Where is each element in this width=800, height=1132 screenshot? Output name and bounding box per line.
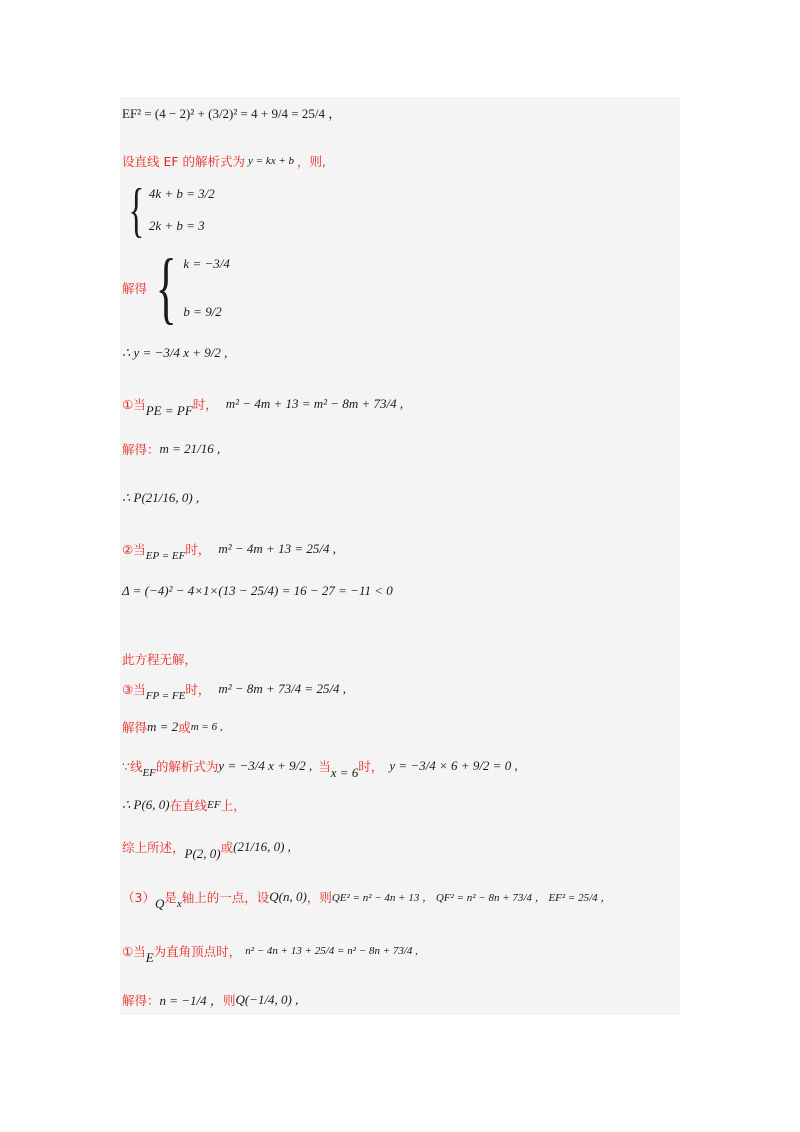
or-text: 或: [220, 840, 234, 855]
case-1-when: 时，: [192, 397, 218, 412]
case-3-label: ③当: [122, 682, 146, 697]
solved-label: 解得: [122, 281, 148, 296]
part-3-label: （3）: [122, 890, 155, 905]
discriminant-equation: Δ = (−4)² − 4×1×(13 − 25/4) = 16 − 27 = −11 < 0: [122, 583, 393, 598]
on-line-end: 上，: [220, 798, 246, 813]
q-result: Q(−1/4, 0) ,: [235, 991, 299, 1007]
x-axis-label: x: [176, 898, 182, 910]
case-1-line: [122, 395, 404, 418]
right-angle-text: 为直角顶点时，: [153, 944, 242, 959]
setup-text-end: ，则,: [297, 154, 327, 169]
case-2-condition: EP = EF: [145, 550, 186, 562]
ef-squared-equation: EF² = (4 − 2)² + (3/2)² = 4 + 9/4 = 25/4 ，: [122, 106, 342, 121]
k-value: k = −3/4: [183, 256, 230, 271]
m-value-1: m = 2: [147, 719, 179, 734]
ef-label: EF: [207, 799, 221, 811]
part-3-solution: [122, 990, 298, 1009]
then-text: 则: [222, 992, 236, 1008]
point-p-alt: (21/16, 0) ,: [233, 839, 291, 854]
n-value: n = −1/4 ，: [159, 993, 223, 1008]
setup-text: 设直线 EF 的解析式为: [122, 154, 246, 169]
b-value: b = 9/2: [183, 304, 222, 319]
point-p-result-1: [122, 490, 199, 506]
equation-system: [122, 177, 215, 243]
q-label: Q: [154, 896, 165, 911]
case-3-line: [122, 680, 347, 702]
solution-system: [122, 244, 230, 332]
line-ef-result: [122, 345, 227, 361]
line-equation: y = −3/4 x + 9/2 ,: [218, 758, 313, 773]
case-2-equation: m² − 4m + 13 = 25/4 ,: [218, 541, 336, 556]
e-label: E: [145, 950, 154, 965]
case-1-equation: m² − 4m + 13 = m² − 8m + 73/4 ,: [225, 396, 404, 411]
case-3-solution: [122, 718, 223, 736]
part-3-case-1: [122, 942, 418, 965]
system-eq-1: 4k + b = 3/2: [148, 186, 215, 201]
because-text: ∵线: [122, 759, 143, 774]
point-on-line: [122, 796, 246, 814]
setup-formula: y = kx + b: [248, 155, 295, 167]
case-1-solution: [122, 440, 220, 458]
line-ef-equation: ∴ y = −3/4 x + 9/2 ,: [122, 345, 228, 360]
then-text: ，则: [306, 890, 332, 905]
x-value: x = 6: [330, 765, 359, 780]
discriminant-line: [122, 583, 393, 599]
distance-equations: QE² = n² − 4n + 13 ， QF² = n² − 8n + 73/4 ， EF² = 25/4 ，: [331, 892, 612, 904]
axis-text: 轴上的一点，设: [181, 890, 270, 905]
summary-line: [122, 838, 291, 861]
case-2-label: ②当: [122, 542, 146, 557]
y-computation: y = −3/4 × 6 + 9/2 = 0 ,: [389, 758, 518, 773]
case-3-when: 时，: [185, 682, 211, 697]
formula-label: 的解析式为: [155, 759, 219, 774]
no-solution-line: [122, 650, 197, 668]
part-3-line: [122, 888, 612, 911]
ef-squared-line: [122, 103, 341, 122]
no-solution-text: 此方程无解，: [122, 652, 198, 667]
q-coords: Q(n, 0): [269, 889, 307, 904]
left-brace: {: [128, 177, 145, 243]
when-end: 时，: [358, 759, 384, 774]
m-value: m = 21/16 ,: [159, 441, 221, 456]
left-brace: {: [155, 244, 177, 332]
solution-label: 解得：: [122, 992, 160, 1008]
case-1-condition: PE = PF: [145, 403, 193, 418]
system-eq-2: 2k + b = 3: [148, 218, 205, 233]
or-text: 或: [178, 720, 191, 735]
ef-label: EF: [142, 767, 156, 779]
case-1-label: ①当: [122, 397, 146, 412]
case-2-when: 时，: [185, 542, 211, 557]
pythagorean-equation: n² − 4n + 13 + 25/4 = n² − 8n + 73/4 ,: [245, 945, 418, 957]
case-3-equation: m² − 8m + 73/4 = 25/4 ,: [218, 681, 347, 696]
point-p-2-0: P(2, 0): [184, 846, 221, 861]
line-equation-setup: [122, 152, 326, 170]
is-text: 是: [164, 890, 177, 905]
point-p-coords: ∴ P(21/16, 0) ,: [122, 490, 200, 505]
case-3-condition: FP = FE: [145, 690, 186, 702]
summary-label: 综上所述，: [122, 840, 185, 855]
solution-label: 解得: [122, 720, 148, 735]
check-line: [122, 757, 518, 780]
case-2-line: [122, 540, 336, 562]
solution-label: 解得：: [122, 442, 160, 457]
on-line-text: 在直线: [169, 798, 208, 813]
point-p-6-0: ∴ P(6, 0): [122, 797, 170, 812]
when-label: 当: [318, 759, 331, 774]
case-1-label: ①当: [122, 944, 146, 959]
m-value-2: m = 6 ,: [190, 721, 223, 733]
